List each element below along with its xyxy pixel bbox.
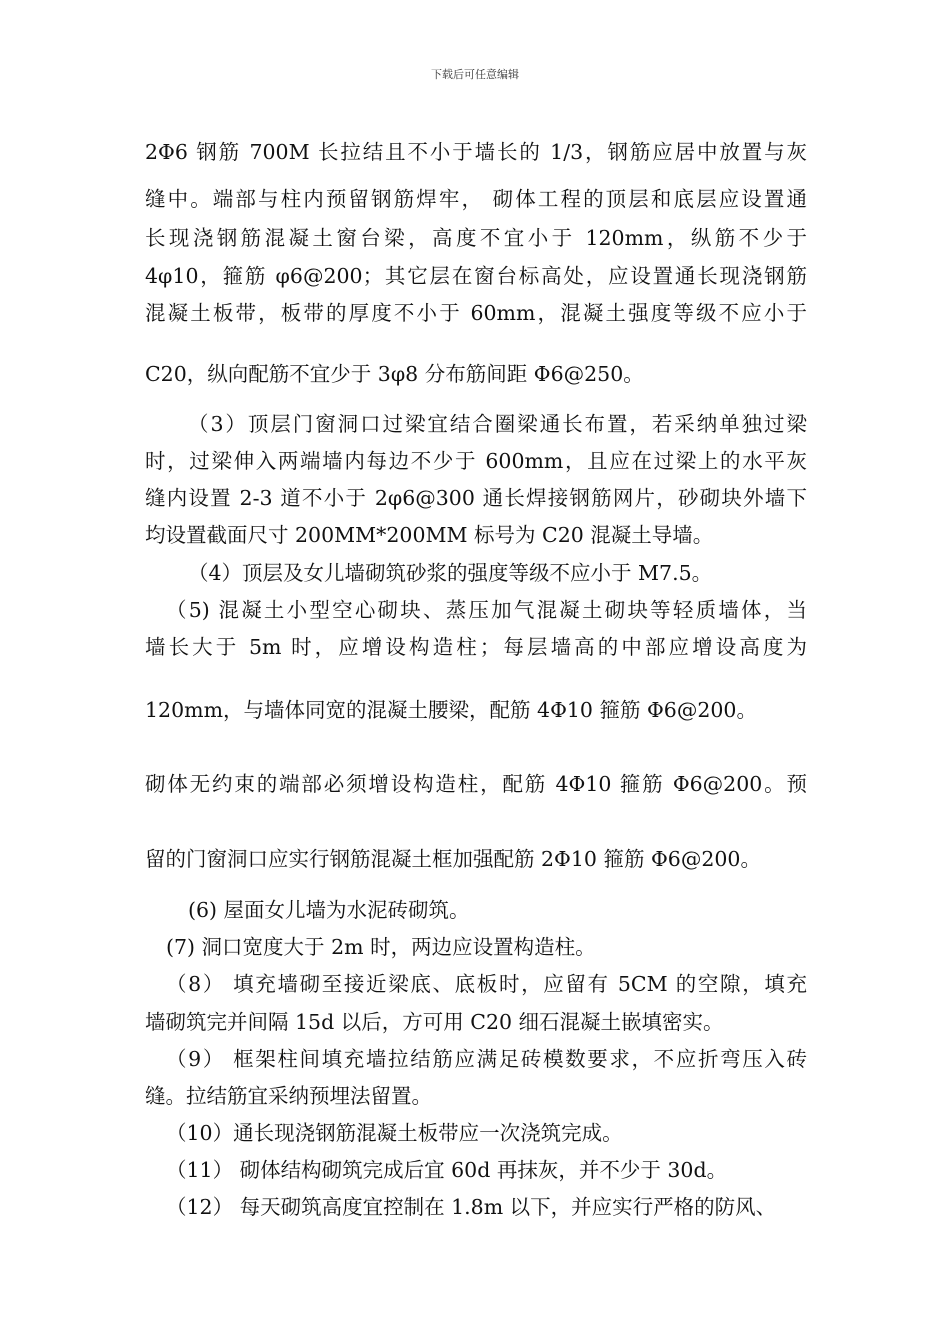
text-line: (7) 洞口宽度大于 2m 时，两边应设置构造柱。 — [166, 935, 596, 959]
text-line: （3）顶层门窗洞口过梁宜结合圈梁通长布置，若采纳单独过梁 — [188, 412, 807, 436]
text-line: （4）顶层及女儿墙砌筑砂浆的强度等级不应小于 M7.5。 — [188, 561, 713, 585]
text-line: 混凝土板带，板带的厚度不小于 60mm，混凝土强度等级不应小于 — [145, 301, 807, 325]
text-line: 缝内设置 2-3 道不小于 2φ6@300 通长焊接钢筋网片，砂砌块外墙下 — [145, 486, 807, 510]
text-line: 缝中。端部与柱内预留钢筋焊牢， 砌体工程的顶层和底层应设置通 — [145, 187, 807, 211]
text-line: 长现浇钢筋混凝土窗台梁，高度不宜小于 120mm，纵筋不少于 — [145, 226, 807, 250]
text-line: 砌体无约束的端部必须增设构造柱，配筋 4Φ10 箍筋 Φ6@200。预 — [145, 772, 807, 796]
text-line: 120mm，与墙体同宽的混凝土腰梁，配筋 4Φ10 箍筋 Φ6@200。 — [145, 698, 757, 722]
text-line: （10）通长现浇钢筋混凝土板带应一次浇筑完成。 — [166, 1121, 623, 1145]
text-line: 留的门窗洞口应实行钢筋混凝土框加强配筋 2Φ10 箍筋 Φ6@200。 — [145, 847, 761, 871]
text-line: （5) 混凝土小型空心砌块、蒸压加气混凝土砌块等轻质墙体，当 — [166, 598, 807, 622]
text-line: 时，过梁伸入两端墙内每边不少于 600mm，且应在过梁上的水平灰 — [145, 449, 807, 473]
text-line: 缝。拉结筋宜采纳预埋法留置。 — [145, 1084, 432, 1108]
text-line: 均设置截面尺寸 200MM*200MM 标号为 C20 混凝土导墙。 — [145, 523, 714, 547]
page-header: 下载后可任意编辑 — [431, 68, 519, 81]
text-line: C20，纵向配筋不宜少于 3φ8 分布筋间距 Φ6@250。 — [145, 362, 644, 386]
text-line: （9） 框架柱间填充墙拉结筋应满足砖模数要求，不应折弯压入砖 — [166, 1047, 807, 1071]
text-line: 墙长大于 5m 时，应增设构造柱；每层墙高的中部应增设高度为 — [145, 635, 807, 659]
text-line: 墙砌筑完并间隔 15d 以后，方可用 C20 细石混凝土嵌填密实。 — [145, 1010, 724, 1034]
text-line: 2Φ6 钢筋 700M 长拉结且不小于墙长的 1/3，钢筋应居中放置与灰 — [145, 140, 807, 164]
text-line: （11） 砌体结构砌筑完成后宜 60d 再抹灰，并不少于 30d。 — [166, 1158, 728, 1182]
text-line: 4φ10，箍筋 φ6@200；其它层在窗台标高处，应设置通长现浇钢筋 — [145, 264, 807, 288]
text-line: （12） 每天砌筑高度宜控制在 1.8m 以下，并应实行严格的防风、 — [166, 1195, 777, 1219]
text-line: (6) 屋面女儿墙为水泥砖砌筑。 — [188, 898, 470, 922]
text-line: （8） 填充墙砌至接近梁底、底板时，应留有 5CM 的空隙，填充 — [166, 972, 807, 996]
